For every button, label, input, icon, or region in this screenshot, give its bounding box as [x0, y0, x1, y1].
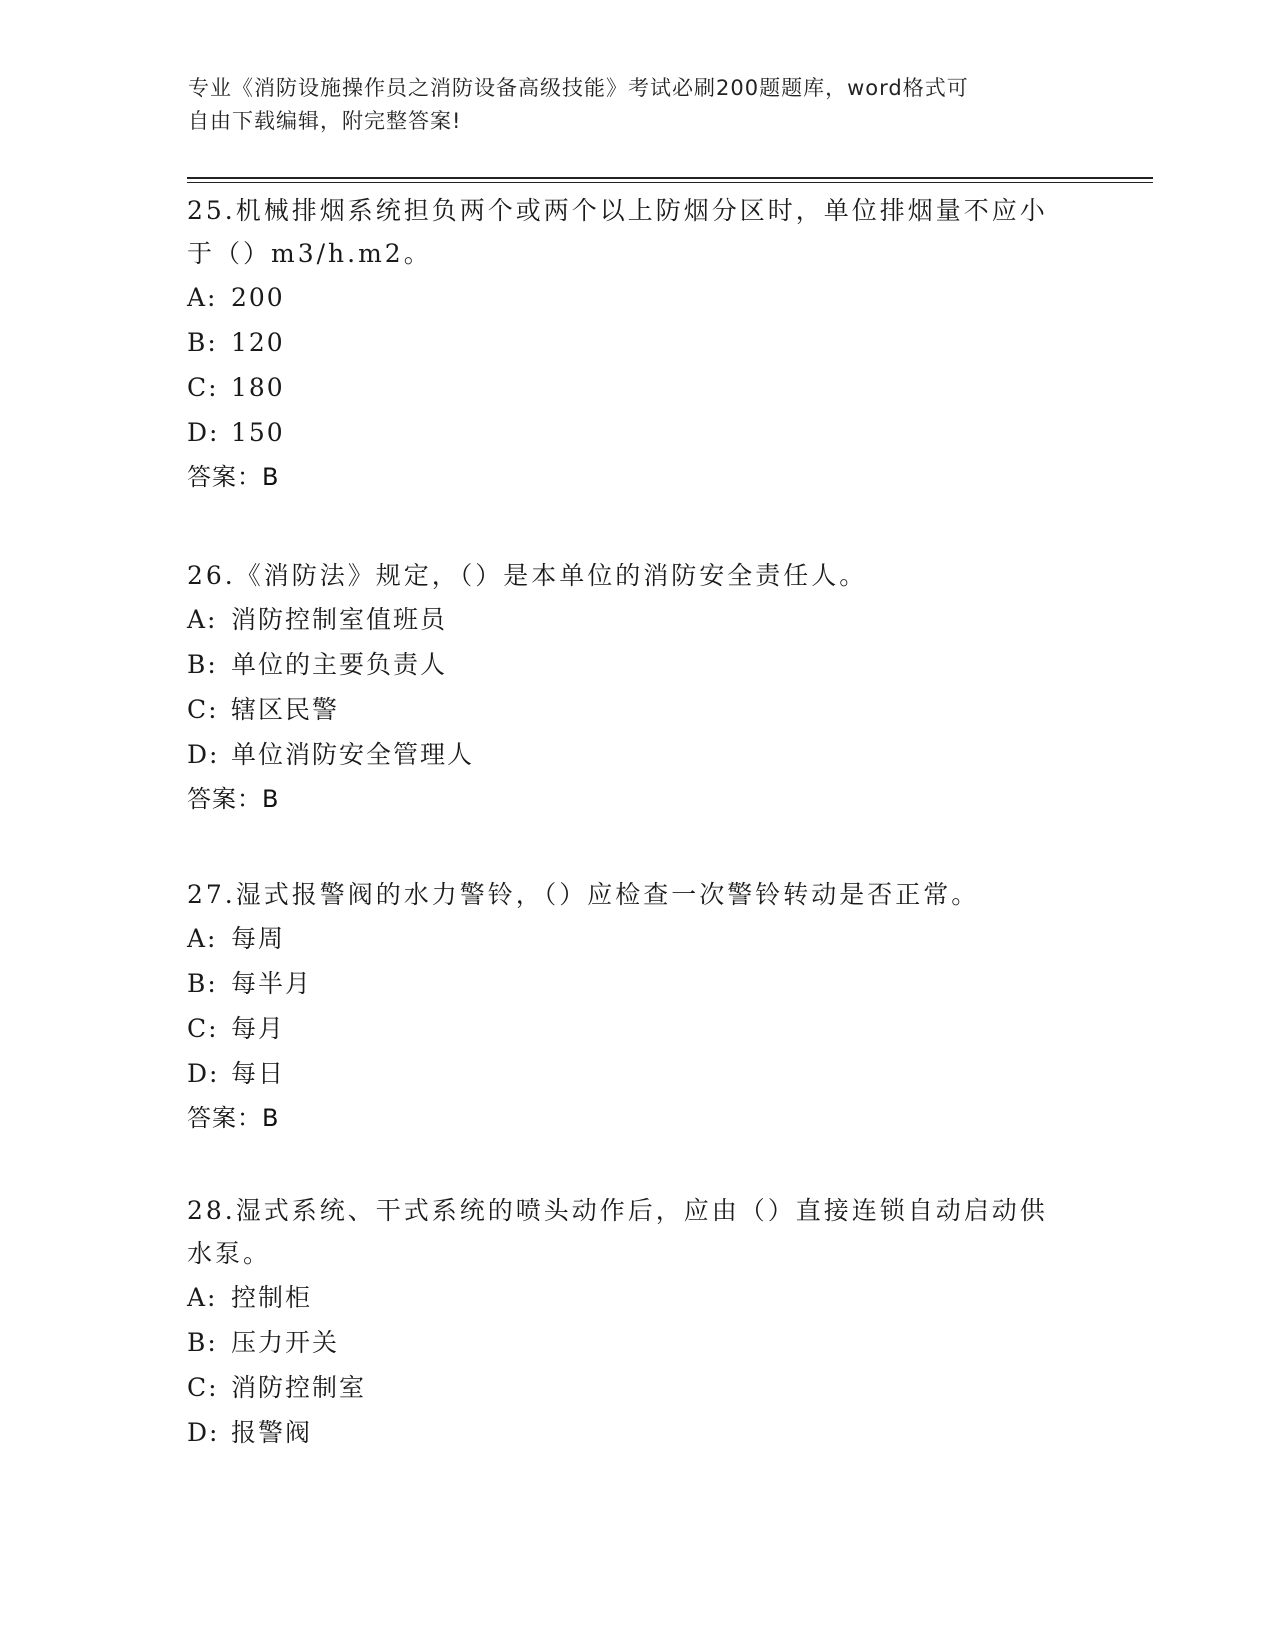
header-divider-thick: [187, 177, 1153, 179]
question-25: [187, 189, 1087, 500]
option-a: [187, 275, 1087, 320]
header-line-1: 专业《消防设施操作员之消防设备高级技能》考试必刷200题题库，word格式可: [188, 76, 969, 100]
option-c: [187, 687, 1087, 732]
option-text: 200: [231, 283, 285, 312]
option-text: 报警阀: [231, 1418, 313, 1447]
option-c: [187, 1365, 1087, 1410]
option-key: A:: [187, 283, 218, 312]
option-a: [187, 916, 1087, 961]
option-text: 消防控制室: [231, 1373, 367, 1402]
option-b: [187, 961, 1087, 1006]
option-key: C:: [187, 373, 219, 402]
question-26: [187, 554, 1087, 822]
option-text: 120: [231, 328, 285, 357]
option-d: [187, 1051, 1087, 1096]
header-line-2: 自由下载编辑，附完整答案!: [188, 109, 462, 133]
option-key: A:: [187, 1283, 218, 1312]
answer-line: 答案：B: [187, 1104, 280, 1132]
option-text: 单位消防安全管理人: [231, 740, 475, 769]
option-c: [187, 365, 1087, 410]
answer-line: 答案：B: [187, 785, 280, 813]
option-key: D:: [187, 1418, 220, 1447]
option-text: 每月: [231, 1014, 286, 1043]
question-line: 25.机械排烟系统担负两个或两个以上防烟分区时，单位排烟量不应小: [187, 196, 1048, 225]
question-line: 水泵。: [187, 1239, 272, 1268]
option-text: 控制柜: [231, 1283, 313, 1312]
option-text: 150: [231, 418, 285, 447]
option-key: A:: [187, 605, 218, 634]
option-key: C:: [187, 695, 219, 724]
question-text: [187, 189, 1087, 275]
option-d: [187, 732, 1087, 777]
question-text: [187, 554, 1087, 597]
option-text: 每周: [231, 924, 286, 953]
option-b: [187, 1320, 1087, 1365]
question-27: [187, 873, 1087, 1141]
option-b: [187, 320, 1087, 365]
option-key: D:: [187, 418, 220, 447]
option-text: 压力开关: [231, 1328, 340, 1357]
option-text: 180: [231, 373, 285, 402]
option-key: B:: [187, 969, 218, 998]
question-text: [187, 1189, 1087, 1275]
option-text: 辖区民警: [231, 695, 340, 724]
question-line: 26.《消防法》规定，（）是本单位的消防安全责任人。: [187, 561, 868, 590]
option-b: [187, 642, 1087, 687]
option-key: C:: [187, 1373, 219, 1402]
option-d: [187, 1410, 1087, 1455]
document-header: [188, 72, 1068, 138]
option-text: 每半月: [231, 969, 313, 998]
question-text: [187, 873, 1087, 916]
option-c: [187, 1006, 1087, 1051]
option-text: 单位的主要负责人: [231, 650, 448, 679]
option-text: 每日: [231, 1059, 286, 1088]
question-line: 28.湿式系统、干式系统的喷头动作后，应由（）直接连锁自动启动供: [187, 1196, 1048, 1225]
option-key: D:: [187, 1059, 220, 1088]
option-key: B:: [187, 1328, 218, 1357]
question-line: 27.湿式报警阀的水力警铃，（）应检查一次警铃转动是否正常。: [187, 880, 980, 909]
option-key: D:: [187, 740, 220, 769]
header-divider-thin: [187, 182, 1153, 183]
question-line: 于（）m3/h.m2。: [187, 239, 432, 268]
option-a: [187, 1275, 1087, 1320]
answer-line: 答案：B: [187, 463, 280, 491]
option-key: C:: [187, 1014, 219, 1043]
option-key: A:: [187, 924, 218, 953]
option-d: [187, 410, 1087, 455]
option-key: B:: [187, 328, 218, 357]
option-a: [187, 597, 1087, 642]
question-28: [187, 1189, 1087, 1455]
option-key: B:: [187, 650, 218, 679]
option-text: 消防控制室值班员: [231, 605, 448, 634]
